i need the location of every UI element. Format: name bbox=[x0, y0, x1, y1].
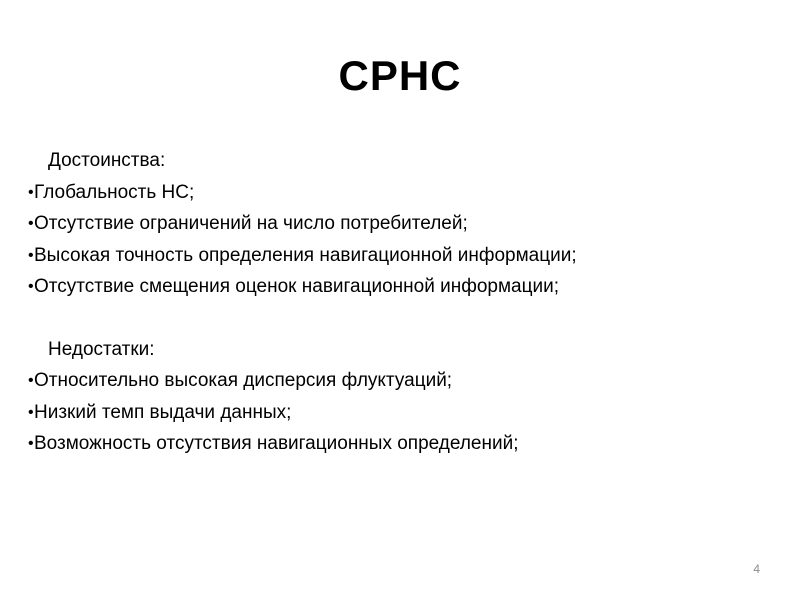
list-item bbox=[28, 240, 778, 272]
list-item bbox=[28, 177, 778, 209]
page-number: 4 bbox=[753, 562, 760, 576]
disadvantages-heading: Недостатки: bbox=[48, 338, 155, 360]
disadvantage-text: Низкий темп выдачи данных; bbox=[34, 401, 292, 423]
slide-title: СРНС bbox=[338, 52, 462, 99]
list-item bbox=[28, 208, 778, 240]
advantage-text: Отсутствие ограничений на число потребителей; bbox=[34, 213, 468, 234]
bullet-icon: • bbox=[28, 372, 34, 389]
advantages-list bbox=[28, 177, 778, 303]
list-item bbox=[28, 271, 778, 303]
section-spacer bbox=[28, 303, 778, 334]
bullet-icon: • bbox=[28, 435, 34, 452]
advantage-text: Отсутствие смещения оценок навигационной информации; bbox=[34, 276, 559, 297]
bullet-icon: • bbox=[28, 403, 34, 421]
advantage-text: Глобальность НС; bbox=[34, 181, 195, 203]
disadvantage-text: Возможность отсутствия навигационных определений; bbox=[34, 433, 519, 454]
bullet-icon: • bbox=[28, 183, 34, 201]
bullet-icon: • bbox=[28, 278, 34, 295]
slide-content bbox=[28, 145, 778, 460]
bullet-icon: • bbox=[28, 215, 34, 232]
advantages-heading: Достоинства: bbox=[48, 150, 166, 171]
list-item bbox=[28, 365, 778, 397]
list-item bbox=[28, 397, 778, 429]
disadvantages-list bbox=[28, 365, 778, 460]
bullet-icon: • bbox=[28, 246, 34, 264]
list-item bbox=[28, 428, 778, 460]
disadvantage-text: Относительно высокая дисперсия флуктуаций; bbox=[34, 370, 453, 391]
advantage-text: Высокая точность определения навигационной информации; bbox=[34, 244, 577, 266]
